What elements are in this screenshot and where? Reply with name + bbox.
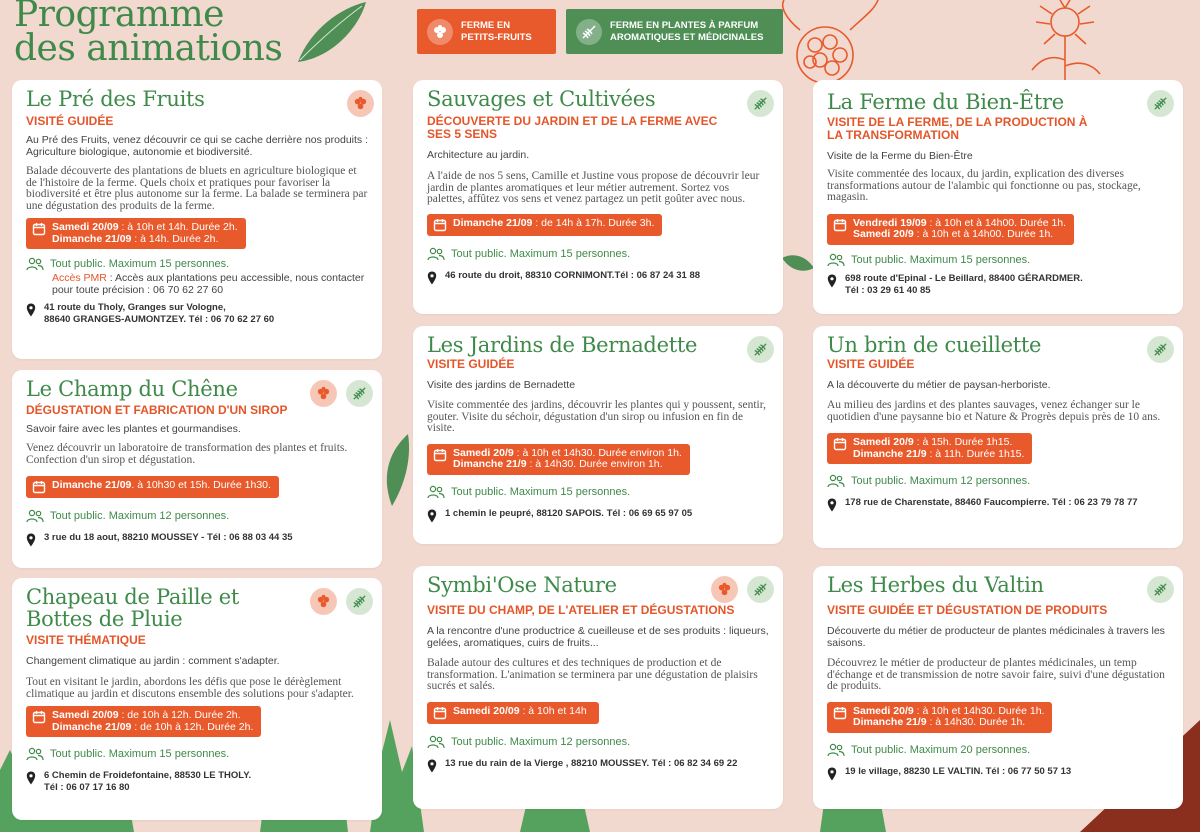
date-box [26,706,261,737]
card-title: Sauvages et Cultivées [427,87,656,111]
date-box [427,702,599,724]
calendar-icon [433,706,447,720]
plant-farm-icon [1147,576,1174,603]
address-line-1: 19 le village, 88230 LE VALTIN. Tél : 06 77 50 57 13 [845,765,1072,777]
people-icon [427,485,445,499]
location-pin-icon [26,771,36,785]
date-day: Samedi 20/9 [853,704,914,717]
date-day: Dimanche 21/09 [453,216,533,229]
title-line-2: des animations [14,28,283,69]
accessibility-note [52,272,368,296]
raspberry-drawing-icon [770,0,880,90]
calendar-icon [32,222,46,236]
card-title: Les Jardins de Bernadette [427,333,698,357]
date-day: Dimanche 21/09 [52,232,132,245]
audience-text: Tout public. Maximum 15 personnes. [451,485,631,498]
card-intro: Savoir faire avec les plantes et gourmandises. [26,423,241,435]
calendar-icon [433,448,447,462]
flower-drawing-icon [1000,0,1130,85]
address-line-2: 88640 GRANGES-AUMONTZEY. Tél : 06 70 62 27 60 [44,314,275,325]
date-detail: : de 10h à 12h. Durée 2h. [118,709,241,721]
date-detail: : à 15h. Durée 1h15. [913,436,1013,448]
card-subtitle: VISITE GUIDÉE [427,357,515,371]
page-title [14,0,283,69]
date-box [827,214,1074,245]
card-description: Balade autour des cultures et des techniques de production et de transformation. L'animation se terminera par une dégustation de plaisirs sucrés et salés. [427,657,758,692]
date-day: Dimanche 21/9 [853,716,927,728]
people-icon [26,257,44,271]
date-detail: : à 10h et à 14h00. Durée 1h. [913,228,1054,240]
date-day: Dimanche 21/09 [52,720,132,733]
date-day: Samedi 20/9 [853,436,914,448]
herb-leaf-icon [576,19,602,45]
card-description: A l'aide de nos 5 sens, Camille et Justine vous propose de découvrir leur jardin de plantes aromatiques et leur métier autrement. Sortez vos palettes, affûtez vos sens et venez partagez un petit goûter avec nous. [427,170,760,205]
audience-text: Tout public. Maximum 15 personnes. [451,247,631,260]
plant-farm-icon [747,90,774,117]
date-box [827,702,1052,733]
people-icon [827,474,845,488]
calendar-icon [433,218,447,232]
location-pin-icon [427,509,437,523]
card-title: Symbi'Ose Nature [427,573,617,597]
leaf-decoration-icon [780,250,816,280]
date-day: Dimanche 21/9 [853,447,927,460]
card-subtitle-line-2: SES 5 SENS [427,127,498,141]
people-icon [427,735,445,749]
fruit-farm-icon [347,90,374,117]
audience-text: Tout public. Maximum 15 personnes. [851,253,1031,266]
calendar-icon [833,437,847,451]
audience-text: Tout public. Maximum 12 personnes. [451,735,631,748]
address-line-2: Tél : 06 07 17 16 80 [44,782,130,793]
date-detail: : à 14h30. Durée environ 1h. [526,458,663,470]
legend-plant-farm [566,9,783,54]
card-intro: Architecture au jardin. [427,149,530,161]
fruit-farm-icon [310,588,337,615]
card-title: Le Champ du Chêne [26,377,238,401]
location-pin-icon [827,767,837,781]
card-title: Les Herbes du Valtin [827,573,1044,597]
legend-plant-line2: AROMATIQUES ET MÉDICINALES [610,31,764,43]
date-box [26,476,279,498]
pmr-text: : Accès aux plantations peu accessible, nous contacter pour toute précision : 06 70 62 27 60 [52,272,365,296]
location-pin-icon [827,274,837,288]
fruit-farm-icon [310,380,337,407]
card-intro: Découverte du métier de producteur de plantes médicinales à travers les saisons. [827,625,1165,649]
date-detail: . à 10h30 et 15h. Durée 1h30. [131,479,271,491]
location-pin-icon [827,498,837,512]
card-champ-du-chene [12,370,382,568]
card-subtitle: VISITE DU CHAMP, DE L'ATELIER ET DÉGUSTATIONS [427,603,735,617]
plant-farm-icon [1147,90,1174,117]
raspberry-icon [427,19,453,45]
card-intro: Changement climatique au jardin : comment s'adapter. [26,655,280,667]
date-day: Vendredi 19/09 [853,216,927,229]
address-line-1: 3 rue du 18 aout, 88210 MOUSSEY - Tél : 06 88 03 44 35 [44,532,293,543]
date-box [427,444,690,475]
title-line-1: Programme [14,0,224,35]
card-subtitle [827,116,1169,142]
address-line-1: 6 Chemin de Froidefontaine, 88530 LE THOLY. [44,770,252,781]
date-day: Samedi 20/09 [52,221,119,233]
card-pre-des-fruits [12,80,382,359]
card-description: Découvrez le métier de producteur de plantes médicinales, un temp d'échange et de transmission de notre savoir faire, suivi d'une dégustation de produits. [827,657,1165,692]
leaf-decoration-icon [290,0,370,70]
plant-farm-icon [346,380,373,407]
card-intro: A la découverte du métier de paysan-herboriste. [827,379,1051,391]
card-subtitle: VISITE GUIDÉE ET DÉGUSTATION DE PRODUITS [827,603,1108,617]
date-day: Dimanche 21/09 [52,479,132,491]
date-box [827,433,1032,464]
legend-fruit-farm [417,9,556,54]
card-subtitle: VISITE THÉMATIQUE [26,633,146,647]
plant-farm-icon [747,336,774,363]
card-description: Visite commentée des locaux, du jardin, explication des diverses transformations autour de l'alambic qui fonctionne ou pas, stockage, magasin. [827,168,1141,203]
card-brin-de-cueillette [813,326,1183,548]
card-title: Le Pré des Fruits [26,87,205,111]
card-subtitle-line-1: VISITE DE LA FERME, DE LA PRODUCTION À [827,115,1088,129]
people-icon [26,747,44,761]
date-detail: : à 14h30. Durée 1h. [926,716,1026,728]
audience-text: Tout public. Maximum 15 personnes. [50,258,230,270]
people-icon [827,253,845,267]
card-title: Un brin de cueillette [827,333,1042,357]
calendar-icon [833,218,847,232]
card-subtitle: VISITÉ GUIDÉE [26,114,114,128]
location-pin-icon [427,759,437,773]
date-detail: : de 14h à 17h. Durée 3h. [532,216,655,229]
date-detail: : à 10h et 14h30. Durée 1h. [913,704,1045,717]
card-subtitle [427,115,769,141]
card-intro: Visite de la Ferme du Bien-Être [827,150,973,162]
date-box [26,218,246,249]
card-symbiose-nature [413,566,783,809]
card-description: Visite commentée des jardins, découvrir les plantes qui y poussent, sentir, gouter. Visite du séchoir, dégustation d'un sirop ou infusion en fin de visite. [427,399,766,434]
audience-text: Tout public. Maximum 20 personnes. [851,743,1031,756]
date-detail: : de 10h à 12h. Durée 2h. [131,720,254,733]
audience-text: Tout public. Maximum 15 personnes. [50,748,230,760]
card-description: Au milieu des jardins et des plantes sauvages, venez échanger sur le quotidien d'une paysanne bio et Nature & Progrès depuis près de 10 ans. [827,399,1161,423]
date-box [427,214,662,236]
card-intro: Visite des jardins de Bernadette [427,379,576,391]
date-day: Dimanche 21/9 [453,458,527,470]
card-subtitle-line-1: DÉCOUVERTE DU JARDIN ET DE LA FERME AVEC [427,114,718,128]
people-icon [26,509,44,523]
plant-farm-icon [346,588,373,615]
card-subtitle: VISITE GUIDÉE [827,357,915,371]
calendar-icon [833,706,847,720]
date-day: Samedi 20/9 [453,446,514,459]
people-icon [827,743,845,757]
card-ferme-du-bien-etre [813,80,1183,314]
plant-farm-icon [1147,336,1174,363]
date-day: Samedi 20/9 [853,228,914,240]
date-day: Samedi 20/09 [453,704,520,717]
people-icon [427,247,445,261]
location-pin-icon [427,271,437,285]
plant-farm-icon [747,576,774,603]
card-description: Venez découvrir un laboratoire de transformation des plantes et fruits. Confection d'un sirop et dégustation. [26,442,348,466]
address-line-1: 41 route du Tholy, Granges sur Vologne, [44,302,226,313]
calendar-icon [32,710,46,724]
date-day: Samedi 20/09 [52,709,119,721]
card-title: La Ferme du Bien-Être [827,90,1064,114]
card-intro: Au Pré des Fruits, venez découvrir ce qui se cache derrière nos produits : Agriculture biologique, autonomie et biodiversité. [26,134,368,158]
audience-text: Tout public. Maximum 12 personnes. [851,475,1031,487]
date-detail: : à 11h. Durée 1h15. [926,447,1025,460]
address-line-1: 1 chemin le peupré, 88120 SAPOIS. Tél : 06 69 65 97 05 [445,507,693,519]
card-description: Balade découverte des plantations de bluets en agriculture biologique et de l'histoire de la ferme. Quels choix et pratiques pour favoriser la biodiversité et être plus autonome sur la ferme. La balade se terminera par une dégustation des produits de la ferme. [26,165,368,212]
calendar-icon [32,480,46,494]
card-chapeau-de-paille [12,578,382,820]
card-subtitle: DÉGUSTATION ET FABRICATION D'UN SIROP [26,403,288,417]
card-subtitle-line-2: LA TRANSFORMATION [827,128,959,142]
address-line-1: 13 rue du rain de la Vierge , 88210 MOUSSEY. Tél : 06 82 34 69 22 [445,757,738,769]
address-line-2: Tél : 03 29 61 40 85 [845,284,931,296]
card-title-line-2: Bottes de Pluie [26,607,183,631]
card-title-line-1: Chapeau de Paille et [26,585,240,609]
date-detail: : à 14h. Durée 2h. [131,232,219,245]
audience-text: Tout public. Maximum 12 personnes. [50,510,230,522]
card-jardins-de-bernadette [413,326,783,544]
address-line-1: 46 route du droit, 88310 CORNIMONT.Tél : 06 87 24 31 88 [445,269,701,281]
location-pin-icon [26,533,36,547]
fruit-farm-icon [711,576,738,603]
legend-fruit-line2: PETITS-FRUITS [461,31,532,43]
card-intro: A la rencontre d'une productrice & cueilleuse et de ses produits : liqueurs, gelées, aromatiques, cuirs de fruits... [427,625,769,649]
date-detail: : à 10h et 14h30. Durée environ 1h. [513,446,682,459]
date-detail: : à 10h et 14h. Durée 2h. [118,221,238,233]
card-description: Tout en visitant le jardin, abordons les défis que pose le dérèglement climatique au jardin et discutons ensemble des solutions pour s'adapter. [26,676,354,700]
legend-fruit-line1: FERME EN [461,19,511,31]
pmr-label: Accès PMR [52,272,107,284]
leaf-decoration-icon [378,430,414,510]
legend-plant-line1: FERME EN PLANTES À PARFUM [610,19,759,31]
card-herbes-du-valtin [813,566,1183,809]
date-detail: : à 10h et 14h [519,704,587,717]
address-line-1: 698 route d'Epinal - Le Beillard, 88400 GÉRARDMER. [845,272,1083,284]
card-sauvages-et-cultivees [413,80,783,314]
location-pin-icon [26,303,36,317]
address-line-1: 178 rue de Charenstate, 88460 Faucompierre. Tél : 06 23 79 78 77 [845,497,1138,508]
date-detail: : à 10h et à 14h00. Durée 1h. [926,216,1067,229]
